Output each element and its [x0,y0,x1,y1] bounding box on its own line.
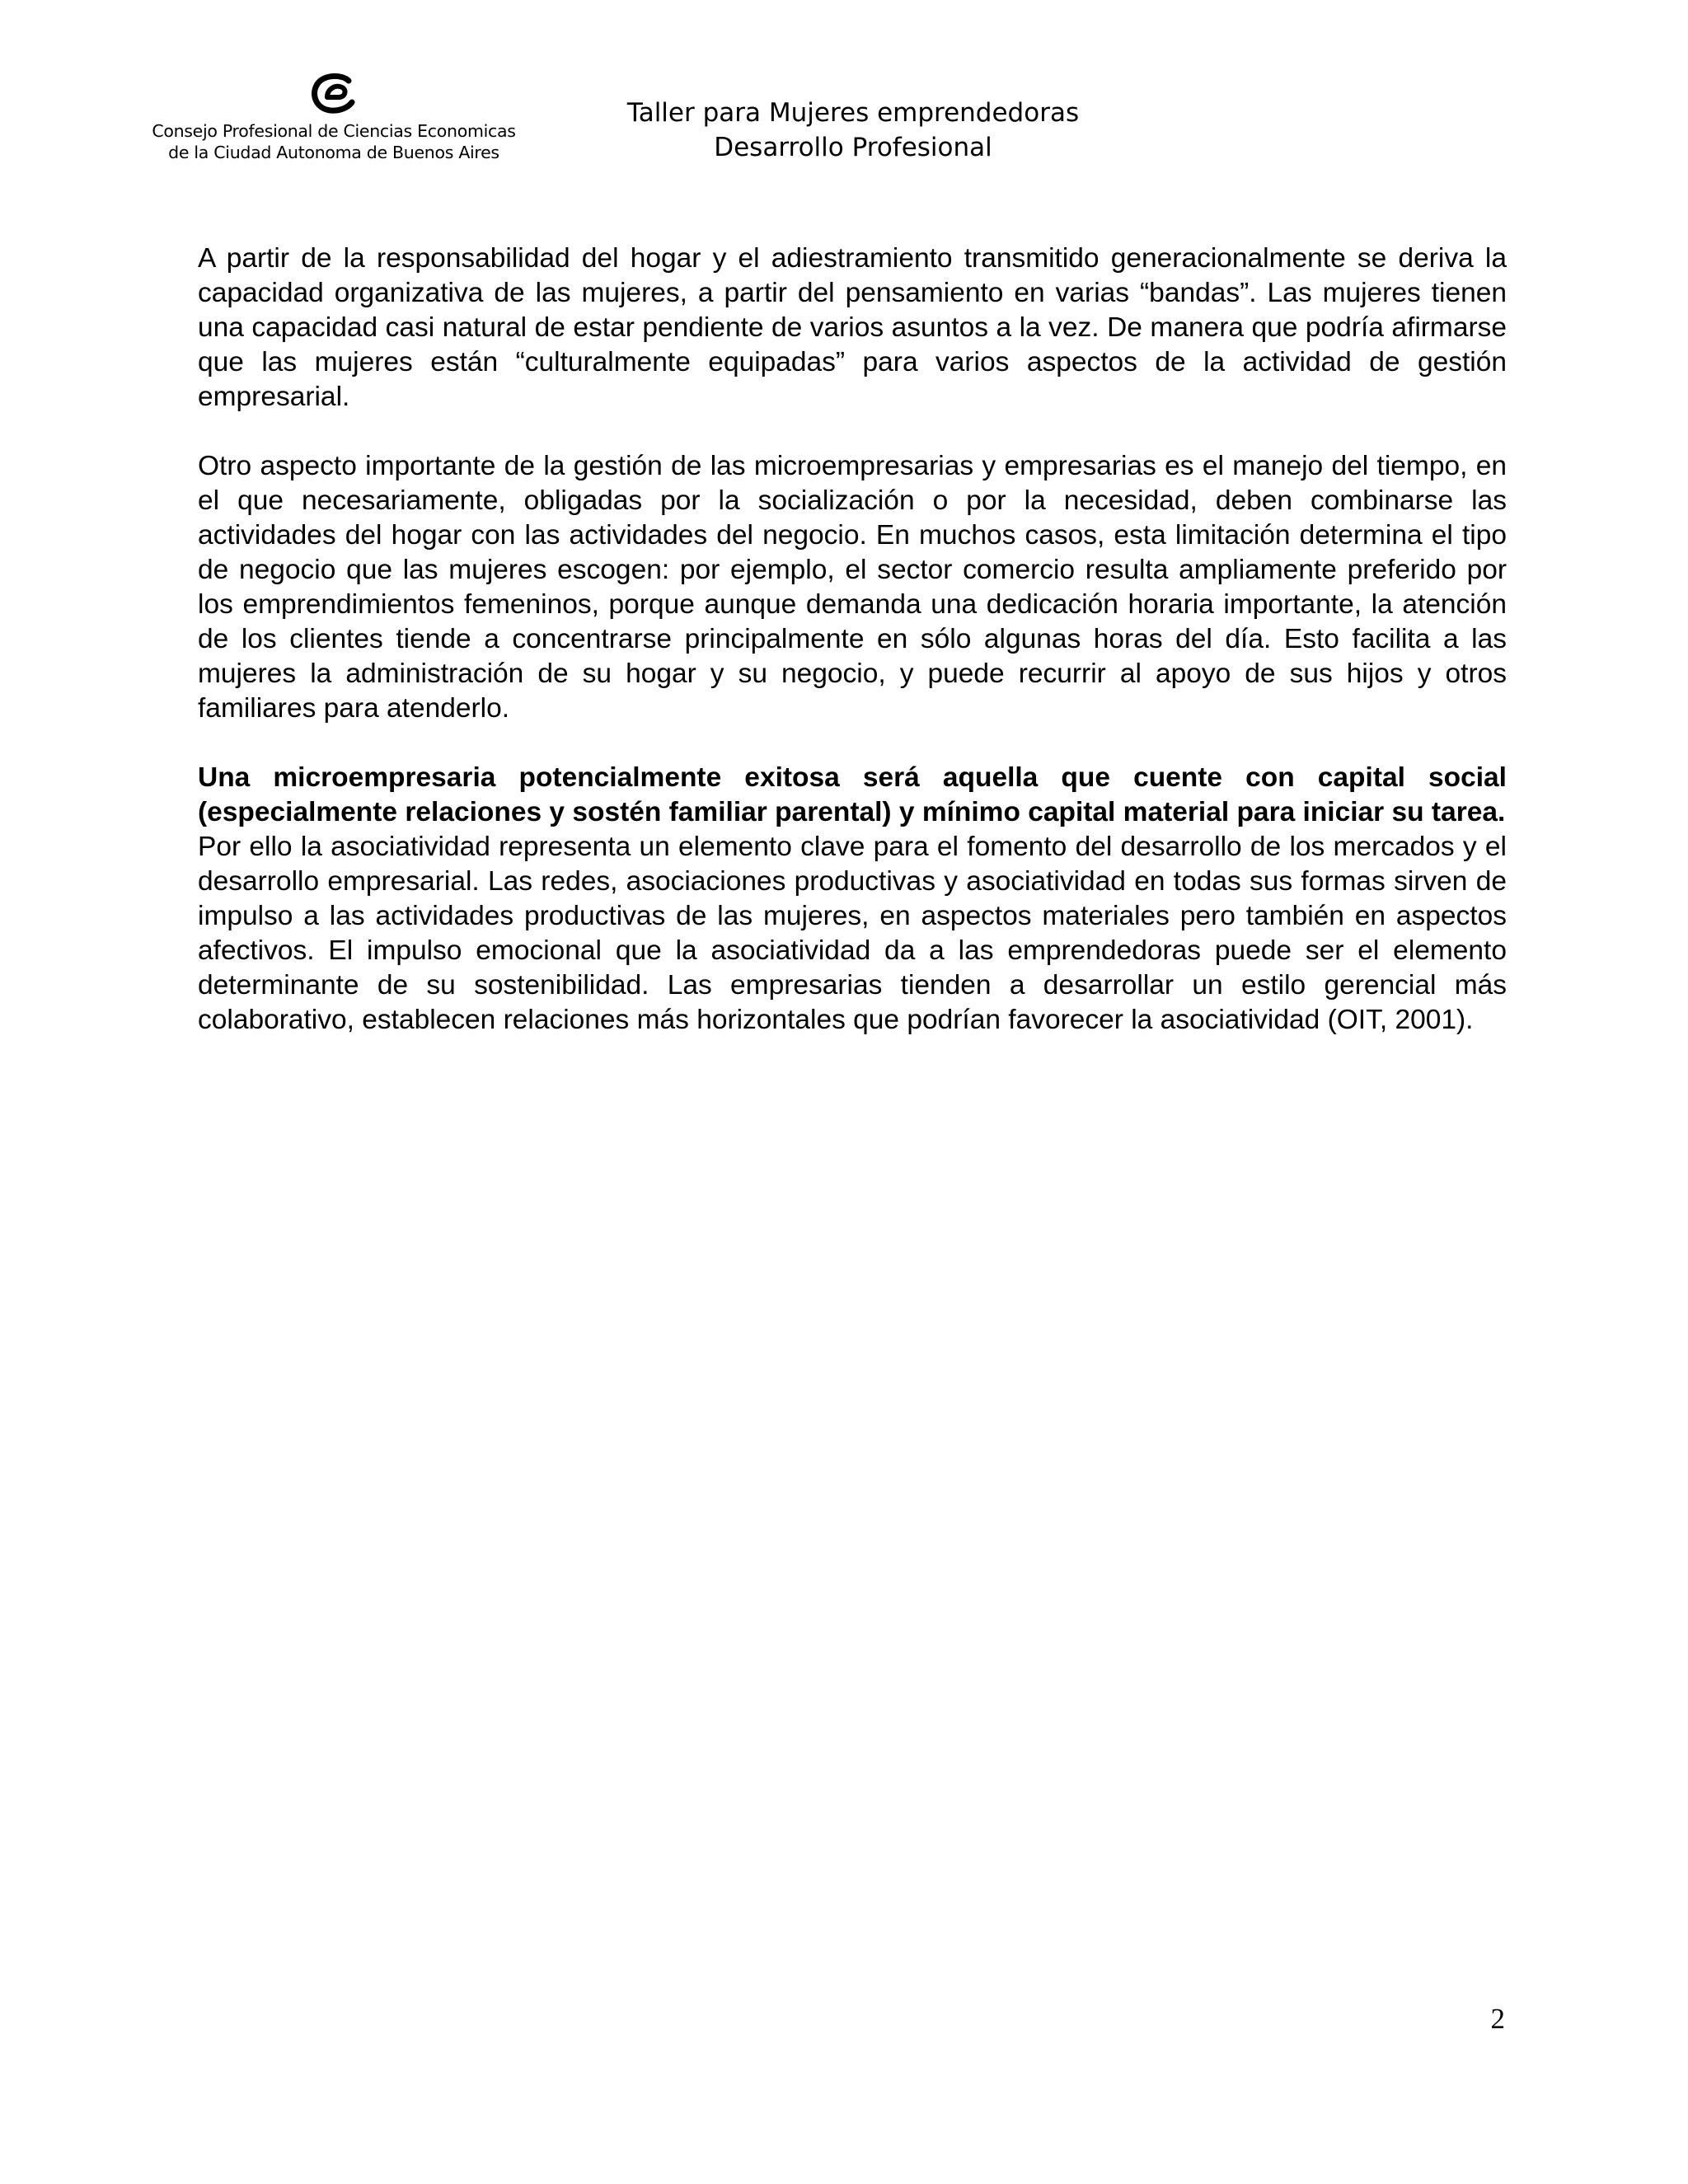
document-title [598,96,1109,165]
paragraph-1: A partir de la responsabilidad del hogar y el adiestramiento transmitido generacionalmente se deriva la capacidad organizativa de las mujeres, a partir del pensamiento en varias “bandas”. Las mujeres tienen una capacidad casi natural de estar pendiente de varios asuntos a la vez. De manera que podría afirmarse que las mujeres están “culturalmente equipadas” para varios aspectos de la actividad de gestión empresarial. [198,243,1507,412]
title-line-1: Taller para Mujeres emprendedoras [626,98,1080,128]
paragraph-4: Por ello la asociatividad representa un elemento clave para el fomento del desarrollo de los mercados y el desarrollo empresarial. Las redes, asociaciones productivas y asociatividad en todas sus formas sirven de impulso a las actividades productivas de las mujeres, en aspectos materiales pero también en aspectos afectivos. El impulso emocional que la asociatividad da a las emprendedoras puede ser el elemento determinante de su sostenibilidad. Las empresarias tienden a desarrollar un estilo gerencial más colaborativo, establecen relaciones más horizontales que podrían favorecer la asociatividad (OIT, 2001). [198,832,1507,1035]
page-number: 2 [1490,2003,1505,2035]
paragraph-2: Otro aspecto importante de la gestión de las microempresarias y empresarias es el manejo del tiempo, en el que necesariamente, obligadas por la socialización o por la necesidad, deben combinarse las actividades del hogar con las actividades del negocio. En muchos casos, esta limitación determina el tipo de negocio que las mujeres escogen: por ejemplo, el sector comercio resulta ampliamente preferido por los emprendimientos femeninos, porque aunque demanda una dedicación horaria importante, la atención de los clientes tiende a concentrarse principalmente en sólo algunas horas del día. Esto facilita a las mujeres la administración de su hogar y su negocio, y puede recurrir al apoyo de sus hijos y otros familiares para atenderlo. [198,451,1507,724]
cpce-logo-icon [307,73,360,115]
org-name-line-1: Consejo Profesional de Ciencias Economicas [152,121,516,141]
document-body [198,241,1507,1038]
paragraph-3-bold: Una microempresaria potencialmente exitosa será aquella que cuente con capital social (especialmente relaciones y sostén familiar parental) y mínimo capital material para iniciar su tarea. [198,762,1507,827]
org-name-line-2: de la Ciudad Autonoma de Buenos Aires [168,143,499,162]
title-line-2: Desarrollo Profesional [714,133,992,162]
organization-header [140,73,528,163]
